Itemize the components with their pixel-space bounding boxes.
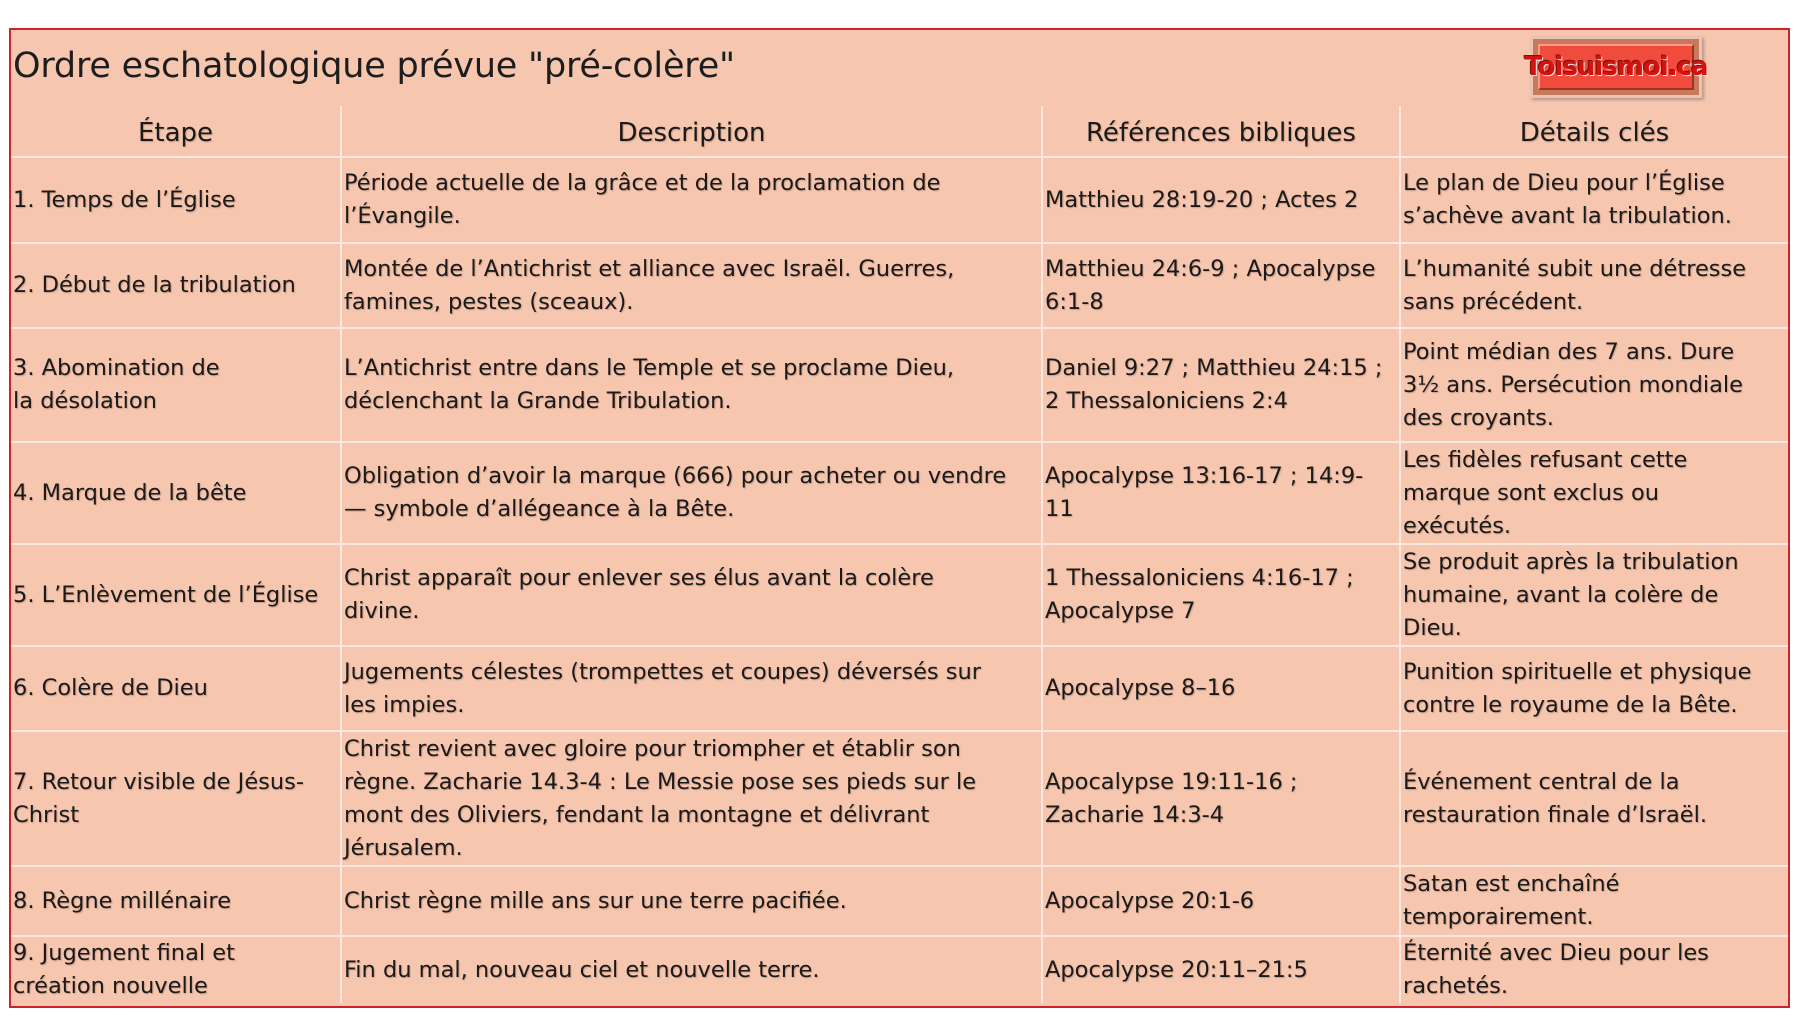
cell-references: Apocalypse 20:11–21:5	[1041, 937, 1399, 1003]
slide-frame	[9, 28, 1790, 1008]
cell-references: Daniel 9:27 ; Matthieu 24:15 ; 2 Thessaloniciens 2:4	[1041, 329, 1399, 441]
cell-etape: 9. Jugement final et création nouvelle	[13, 940, 235, 999]
eschatology-table	[11, 106, 1788, 1003]
table-row	[11, 865, 1788, 935]
column-header-etape: Étape	[137, 117, 214, 148]
cell-references: Apocalypse 13:16-17 ; 14:9- 11	[1041, 443, 1399, 543]
table-header-row	[11, 106, 1788, 156]
table-row	[11, 242, 1788, 327]
cell-references: Matthieu 28:19-20 ; Actes 2	[1041, 158, 1399, 242]
cell-etape: 6. Colère de Dieu	[13, 675, 208, 701]
column-header-description: Description	[340, 106, 1041, 156]
table-row	[11, 156, 1788, 242]
cell-description: Obligation d’avoir la marque (666) pour acheter ou vendre — symbole d’allégeance à la Bête.	[340, 443, 1041, 543]
cell-details: Éternité avec Dieu pour les rachetés.	[1399, 937, 1788, 1003]
cell-description: Jugements célestes (trompettes et coupes) déversés sur les impies.	[340, 647, 1041, 730]
site-logo[interactable]	[1524, 36, 1708, 98]
table-row	[11, 543, 1788, 645]
column-header-references: Références bibliques	[1041, 106, 1399, 156]
cell-references: 1 Thessaloniciens 4:16-17 ; Apocalypse 7	[1041, 545, 1399, 645]
cell-details: Les fidèles refusant cette marque sont exclus ou exécutés.	[1399, 443, 1788, 543]
page-title: Ordre eschatologique prévue "pré-colère"	[13, 46, 735, 86]
cell-references: Apocalypse 19:11-16 ; Zacharie 14:3-4	[1041, 732, 1399, 865]
cell-etape: 7. Retour visible de Jésus- Christ	[13, 768, 304, 828]
cell-details: Le plan de Dieu pour l’Église s’achève avant la tribulation.	[1399, 158, 1788, 242]
cell-etape: 5. L’Enlèvement de l’Église	[13, 581, 319, 608]
cell-details: L’humanité subit une détresse sans précédent.	[1399, 244, 1788, 327]
table-row	[11, 730, 1788, 865]
cell-description: Période actuelle de la grâce et de la proclamation de l’Évangile.	[340, 158, 1041, 242]
cell-description: Christ règne mille ans sur une terre pacifiée.	[340, 867, 1041, 935]
cell-description: Montée de l’Antichrist et alliance avec Israël. Guerres, famines, pestes (sceaux).	[340, 244, 1041, 327]
cell-references: Matthieu 24:6-9 ; Apocalypse 6:1-8	[1041, 244, 1399, 327]
table-row	[11, 645, 1788, 730]
cell-description: Fin du mal, nouveau ciel et nouvelle terre.	[340, 937, 1041, 1003]
cell-details: Se produit après la tribulation humaine, avant la colère de Dieu.	[1399, 545, 1788, 645]
column-header-details: Détails clés	[1399, 106, 1788, 156]
cell-etape: 4. Marque de la bête	[13, 479, 247, 506]
cell-details: Point médian des 7 ans. Dure 3½ ans. Persécution mondiale des croyants.	[1399, 329, 1788, 441]
cell-references: Apocalypse 8–16	[1041, 647, 1399, 730]
table-row	[11, 441, 1788, 543]
cell-etape: 3. Abomination de la désolation	[13, 355, 220, 414]
cell-details: Satan est enchaîné temporairement.	[1399, 867, 1788, 935]
cell-etape: 8. Règne millénaire	[13, 887, 232, 914]
table-row	[11, 935, 1788, 1003]
cell-description: L’Antichrist entre dans le Temple et se proclame Dieu, déclenchant la Grande Tribulation.	[340, 329, 1041, 441]
cell-etape: 1. Temps de l’Église	[13, 186, 236, 213]
cell-description: Christ apparaît pour enlever ses élus avant la colère divine.	[340, 545, 1041, 645]
cell-etape: 2. Début de la tribulation	[13, 272, 296, 298]
site-logo-text[interactable]: Toisuismoi.ca	[1538, 44, 1694, 90]
cell-details: Événement central de la restauration finale d’Israël.	[1399, 732, 1788, 865]
cell-description: Christ revient avec gloire pour triompher et établir son règne. Zacharie 14.3-4 : Le Messie pose ses pieds sur le mont des Oliviers, fendant la montagne et délivrant Jérusalem.	[340, 732, 1041, 865]
cell-references: Apocalypse 20:1-6	[1041, 867, 1399, 935]
cell-details: Punition spirituelle et physique contre le royaume de la Bête.	[1399, 647, 1788, 730]
table-row	[11, 327, 1788, 441]
